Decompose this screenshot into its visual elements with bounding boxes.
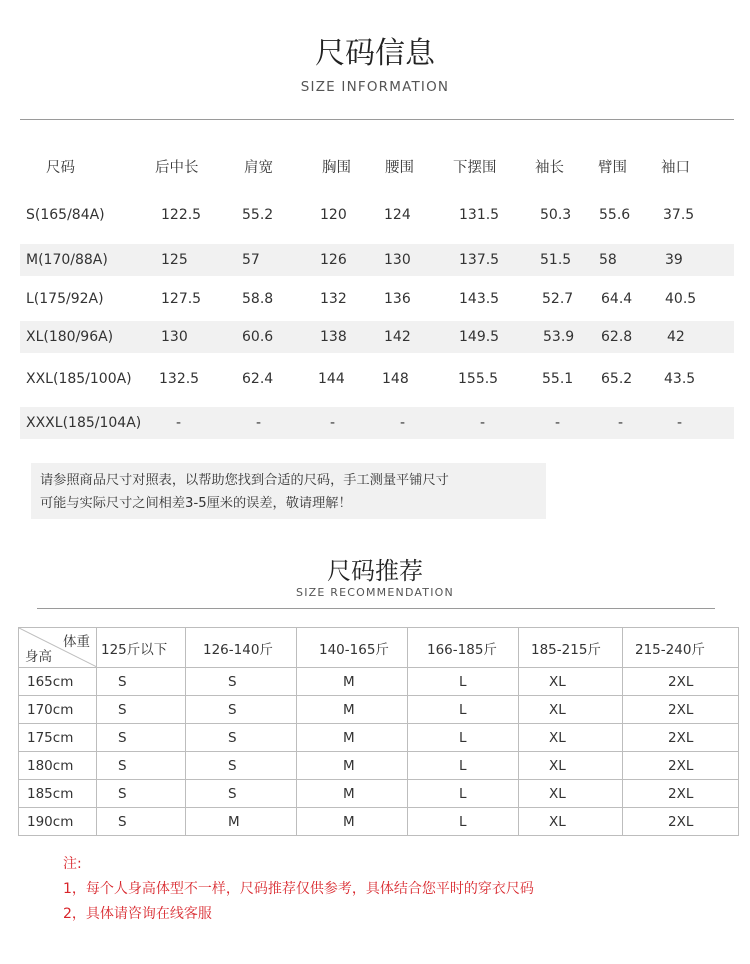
size-cell: S	[186, 696, 297, 724]
size-cell: L	[408, 724, 519, 752]
size-cell: XL	[519, 780, 623, 808]
size-cell: S	[97, 808, 186, 836]
size-cell: XL	[519, 668, 623, 696]
table-cell: 125	[161, 252, 188, 268]
weight-header: 215-240斤	[623, 628, 739, 668]
size-cell: 2XL	[623, 668, 739, 696]
size-cell: L	[408, 668, 519, 696]
size-row-xl	[20, 321, 734, 353]
table-cell: -	[480, 415, 486, 431]
table-row	[19, 808, 739, 836]
table-cell: -	[555, 415, 561, 431]
table-cell: 52.7	[542, 291, 574, 307]
table-cell: 143.5	[459, 291, 500, 307]
corner-height-label: 身高	[25, 649, 52, 665]
table-cell: M(170/88A)	[26, 252, 108, 268]
footnotes	[63, 852, 534, 927]
table-cell: -	[256, 415, 262, 431]
table-cell: 58.8	[242, 291, 274, 307]
size-row-l	[20, 283, 734, 315]
size-cell: S	[186, 780, 297, 808]
measurement-note	[31, 463, 546, 519]
table-cell: 131.5	[459, 207, 500, 223]
table-cell: 130	[161, 329, 188, 345]
size-cell: M	[297, 808, 408, 836]
table-header-row	[19, 628, 739, 668]
size-cell: S	[186, 724, 297, 752]
size-recommend-title: 尺码推荐	[327, 557, 423, 585]
table-cell: 51.5	[540, 252, 572, 268]
table-cell: 55.2	[242, 207, 274, 223]
size-cell: 2XL	[623, 724, 739, 752]
table-cell: 53.9	[543, 329, 575, 345]
table-cell: 62.4	[242, 371, 274, 387]
size-row-xxxl	[20, 407, 734, 439]
size-info-header-row	[20, 150, 734, 182]
size-cell: XL	[519, 724, 623, 752]
height-cell: 185cm	[19, 780, 97, 808]
table-cell: 138	[320, 329, 347, 345]
footnote-item: 1，每个人身高体型不一样，尺码推荐仅供参考，具体结合您平时的穿衣尺码	[63, 881, 534, 897]
size-info-divider	[20, 119, 734, 120]
table-cell: 136	[384, 291, 411, 307]
header-waist: 腰围	[385, 159, 414, 176]
size-recommend-subtitle: SIZE RECOMMENDATION	[296, 586, 454, 599]
size-info-subtitle: SIZE INFORMATION	[300, 79, 450, 95]
weight-header: 126-140斤	[186, 628, 297, 668]
footnote-label: 注:	[63, 856, 82, 872]
table-cell: 40.5	[665, 291, 697, 307]
table-cell: 43.5	[664, 371, 696, 387]
table-row	[19, 668, 739, 696]
header-cuff: 袖口	[661, 159, 690, 176]
size-cell: M	[297, 724, 408, 752]
table-cell: 37.5	[663, 207, 695, 223]
header-hem: 下摆围	[453, 159, 497, 176]
size-row-xxl	[20, 363, 734, 395]
size-info-title: 尺码信息	[315, 36, 435, 71]
table-cell: 55.1	[542, 371, 574, 387]
size-recommend-table	[18, 627, 739, 836]
size-cell: S	[186, 752, 297, 780]
size-cell: M	[297, 668, 408, 696]
table-cell: 126	[320, 252, 347, 268]
size-cell: L	[408, 752, 519, 780]
size-cell: M	[297, 752, 408, 780]
size-cell: S	[97, 780, 186, 808]
table-cell: -	[618, 415, 624, 431]
table-cell: 124	[384, 207, 411, 223]
size-cell: 2XL	[623, 780, 739, 808]
table-cell: 62.8	[601, 329, 633, 345]
table-cell: L(175/92A)	[26, 291, 104, 307]
size-cell: M	[297, 696, 408, 724]
table-cell: 55.6	[599, 207, 631, 223]
size-cell: 2XL	[623, 752, 739, 780]
table-row	[19, 724, 739, 752]
table-cell: 65.2	[601, 371, 633, 387]
table-cell: S(165/84A)	[26, 207, 105, 223]
height-cell: 165cm	[19, 668, 97, 696]
height-cell: 190cm	[19, 808, 97, 836]
note-line: 请参照商品尺寸对照表，以帮助您找到合适的尺码，手工测量平铺尺寸	[40, 473, 449, 488]
height-cell: 170cm	[19, 696, 97, 724]
header-sleeve-length: 袖长	[535, 159, 564, 176]
table-cell: 132	[320, 291, 347, 307]
table-cell: 60.6	[242, 329, 274, 345]
weight-header: 185-215斤	[519, 628, 623, 668]
table-cell: 144	[318, 371, 345, 387]
table-cell: 137.5	[459, 252, 500, 268]
header-size: 尺码	[46, 159, 75, 176]
table-cell: -	[400, 415, 406, 431]
size-cell: L	[408, 780, 519, 808]
table-cell: 64.4	[601, 291, 633, 307]
corner-cell	[19, 628, 97, 668]
table-cell: -	[677, 415, 683, 431]
table-cell: 127.5	[161, 291, 202, 307]
size-cell: S	[186, 668, 297, 696]
size-cell: XL	[519, 808, 623, 836]
height-cell: 175cm	[19, 724, 97, 752]
table-cell: XXXL(185/104A)	[26, 415, 142, 431]
table-cell: XXL(185/100A)	[26, 371, 132, 387]
header-chest: 胸围	[322, 159, 351, 176]
size-cell: S	[97, 752, 186, 780]
size-row-s	[20, 199, 734, 231]
table-cell: 155.5	[458, 371, 499, 387]
table-cell: 50.3	[540, 207, 572, 223]
size-cell: S	[97, 668, 186, 696]
note-line: 可能与实际尺寸之间相差3-5厘米的误差，敬请理解！	[40, 496, 352, 511]
table-row	[19, 752, 739, 780]
table-cell: XL(180/96A)	[26, 329, 114, 345]
table-cell: 149.5	[459, 329, 500, 345]
size-cell: XL	[519, 696, 623, 724]
size-row-m	[20, 244, 734, 276]
weight-header: 166-185斤	[408, 628, 519, 668]
size-cell: L	[408, 696, 519, 724]
table-cell: 58	[599, 252, 617, 268]
size-cell: 2XL	[623, 696, 739, 724]
table-cell: 39	[665, 252, 683, 268]
table-row	[19, 780, 739, 808]
size-cell: S	[97, 724, 186, 752]
table-cell: 122.5	[161, 207, 202, 223]
table-cell: 132.5	[159, 371, 200, 387]
table-row	[19, 696, 739, 724]
footnote-item: 2，具体请咨询在线客服	[63, 906, 212, 922]
header-shoulder: 肩宽	[244, 159, 273, 176]
header-back-length: 后中长	[155, 159, 199, 176]
table-cell: 148	[382, 371, 409, 387]
table-cell: -	[176, 415, 182, 431]
height-cell: 180cm	[19, 752, 97, 780]
size-cell: M	[186, 808, 297, 836]
weight-header: 140-165斤	[297, 628, 408, 668]
size-recommend-divider	[37, 608, 715, 609]
table-cell: 130	[384, 252, 411, 268]
corner-weight-label: 体重	[63, 634, 90, 650]
header-arm: 臂围	[598, 159, 627, 176]
size-cell: L	[408, 808, 519, 836]
table-cell: 42	[667, 329, 685, 345]
size-cell: 2XL	[623, 808, 739, 836]
table-cell: 57	[242, 252, 260, 268]
table-cell: -	[330, 415, 336, 431]
weight-header: 125斤以下	[97, 628, 186, 668]
size-cell: M	[297, 780, 408, 808]
table-cell: 120	[320, 207, 347, 223]
size-cell: XL	[519, 752, 623, 780]
table-cell: 142	[384, 329, 411, 345]
size-cell: S	[97, 696, 186, 724]
